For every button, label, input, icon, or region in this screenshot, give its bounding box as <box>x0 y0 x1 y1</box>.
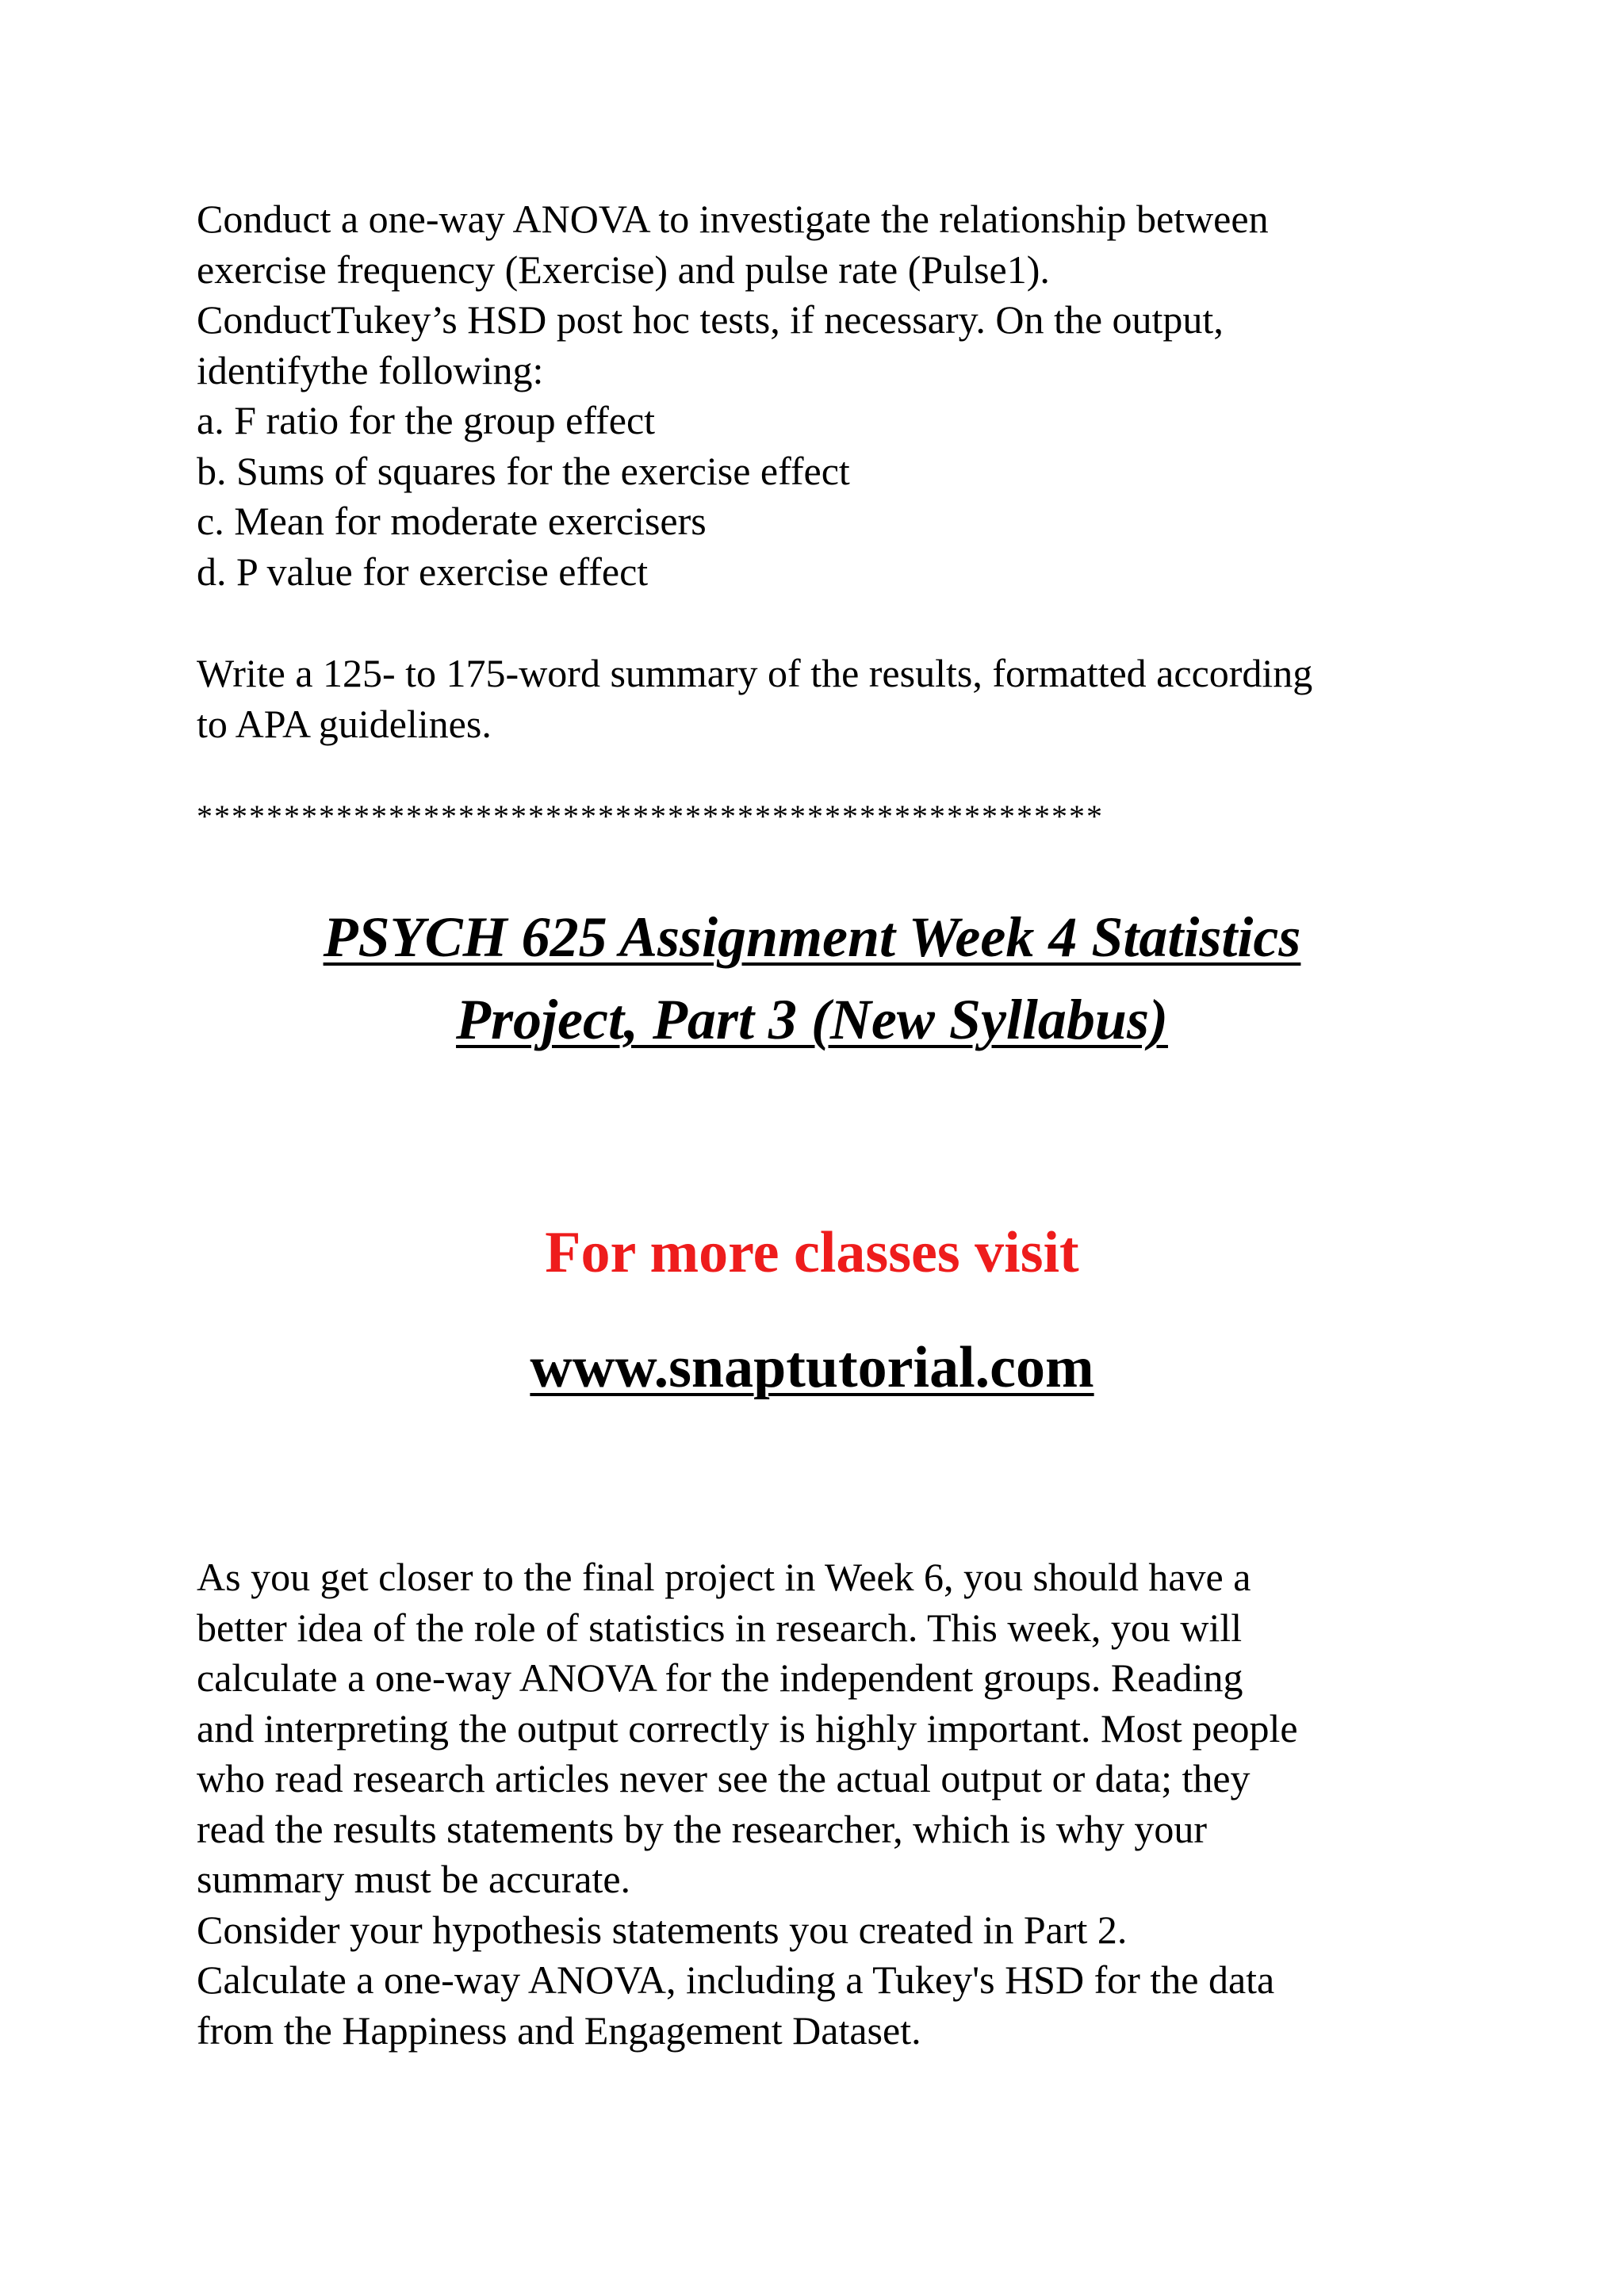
document-title <box>0 896 1624 1061</box>
text-line: summary must be accurate. <box>197 1857 631 1901</box>
summary-instruction <box>197 649 1481 749</box>
list-item-b: b. Sums of squares for the exercise effect <box>197 448 850 493</box>
text-line: and interpreting the output correctly is highly important. Most people <box>197 1705 1298 1751</box>
list-item-d: d. P value for exercise effect <box>197 549 649 594</box>
text-line: Write a 125- to 175-word summary of the results, formatted according <box>197 651 1313 695</box>
list-item-c: c. Mean for moderate exercisers <box>197 499 707 543</box>
promo-text: For more classes visit <box>545 1220 1079 1285</box>
text-line: from the Happiness and Engagement Dataset. <box>197 2007 921 2053</box>
text-line: read the results statements by the researcher, which is why your <box>197 1806 1207 1851</box>
website-link-container <box>0 1328 1624 1407</box>
text-line: Consider your hypothesis statements you created in Part 2. <box>197 1907 1128 1952</box>
text-line: Conduct a one-way ANOVA to investigate the relationship between <box>197 197 1269 241</box>
text-line: Calculate a one-way ANOVA, including a Tukey's HSD for the data <box>197 1957 1275 2002</box>
description-paragraph <box>197 1552 1481 2056</box>
assignment-instructions <box>197 194 1481 597</box>
website-link[interactable]: www.snaptutorial.com <box>530 1335 1094 1400</box>
text-line: identifythe following: <box>197 347 544 392</box>
list-item-a: a. F ratio for the group effect <box>197 398 656 442</box>
text-line: better idea of the role of statistics in research. This week, you will <box>197 1605 1243 1650</box>
text-line: ConductTukey’s HSD post hoc tests, if necessary. On the output, <box>197 297 1224 342</box>
title-line-2: Project, Part 3 (New Syllabus) <box>456 988 1168 1051</box>
text-line: to APA guidelines. <box>197 701 492 746</box>
asterisk-separator: **************************************************** <box>197 798 1104 834</box>
text-line: calculate a one-way ANOVA for the independent groups. Reading <box>197 1655 1243 1700</box>
title-line-1: PSYCH 625 Assignment Week 4 Statistics <box>323 905 1301 969</box>
text-line: exercise frequency (Exercise) and pulse rate (Pulse1). <box>197 247 1050 292</box>
text-line: As you get closer to the final project in Week 6, you should have a <box>197 1555 1251 1599</box>
text-line: who read research articles never see the actual output or data; they <box>197 1756 1251 1800</box>
